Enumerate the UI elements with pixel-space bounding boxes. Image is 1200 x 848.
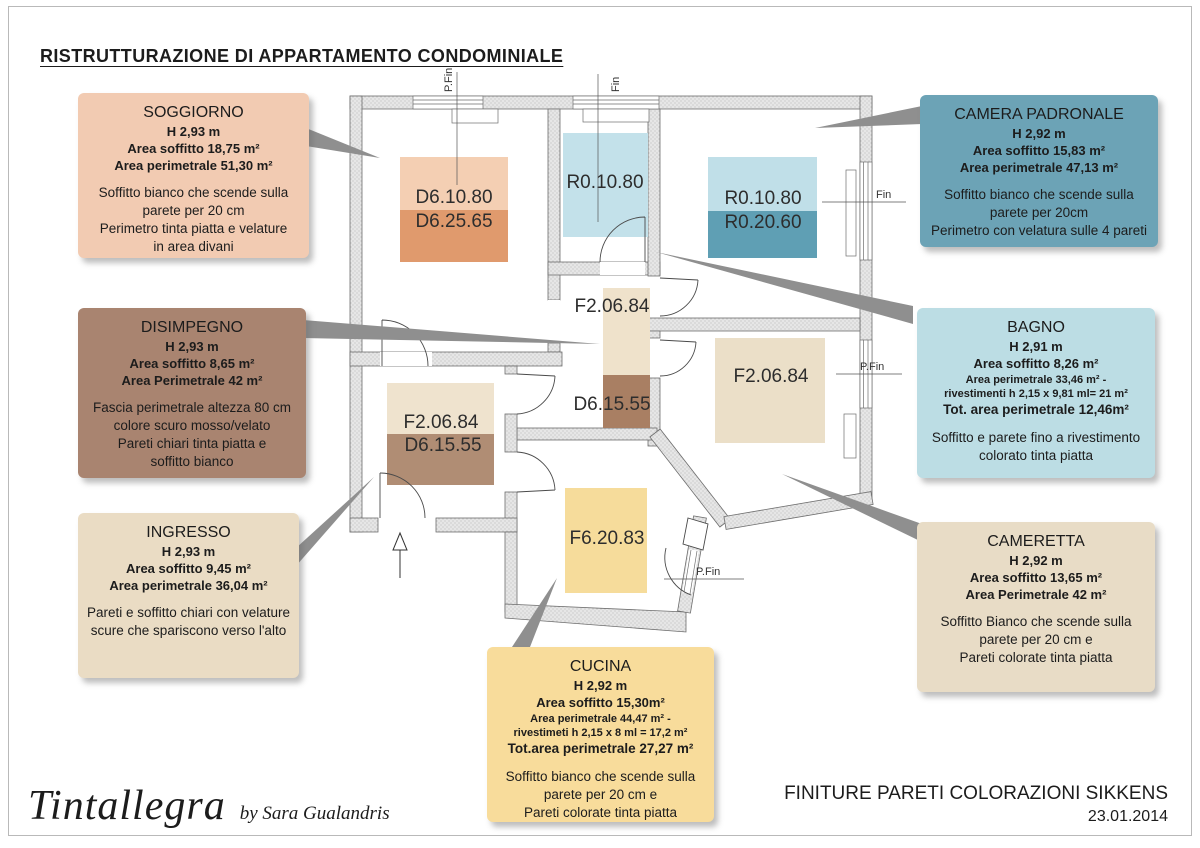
room-stat-line: Area soffitto 9,45 m² — [126, 560, 251, 576]
room-desc-line: Pareti chiari tinta piatta e — [117, 436, 267, 452]
room-box-cameretta — [917, 522, 1155, 692]
room-desc-line: Soffitto bianco che scende sulla — [505, 768, 696, 784]
spacer — [917, 604, 1155, 613]
room-desc-line: Pareti colorate tinta piatta — [959, 650, 1113, 666]
room-desc-line: Perimetro con velatura sulle 4 pareti — [930, 223, 1148, 239]
room-box-title: SOGGIORNO — [143, 104, 244, 121]
swatch-ingresso — [387, 383, 494, 485]
room-stat-line: Area soffitto 18,75 m² — [127, 140, 260, 156]
room-desc-line: parete per 20cm — [989, 204, 1089, 220]
room-box-title: INGRESSO — [146, 524, 231, 541]
room-stat-line: H 2,93 m — [165, 339, 219, 354]
logo-brand: Tintallegra — [28, 783, 226, 829]
room-box-soggiorno — [78, 93, 309, 258]
room-stat-line: H 2,91 m — [1009, 339, 1063, 354]
room-stat-line: Area perimetrale 36,04 m² — [109, 577, 268, 593]
room-desc-line: parete per 20 cm e — [543, 786, 658, 802]
swatch-disimpegno — [573, 288, 650, 428]
room-box-title: CAMERA PADRONALE — [954, 106, 1124, 123]
window-label-top-pfin: P.Fin — [443, 67, 455, 92]
spacer — [78, 175, 309, 184]
room-desc-line: Soffitto bianco che scende sulla — [944, 186, 1134, 202]
swatch-code-label: F2.06.84 — [733, 366, 809, 387]
footer-date: 23.01.2014 — [1087, 808, 1168, 825]
swatch-code-label: F2.06.84 — [574, 296, 650, 317]
swatch-code-label: F2.06.84 — [403, 412, 479, 433]
room-desc-line: scure che spariscono verso l'alto — [90, 622, 287, 638]
room-stat-line: H 2,93 m — [166, 124, 221, 139]
room-stat-line: Area soffitto 13,65 m² — [969, 569, 1103, 585]
room-desc-line: parete per 20 cm e — [979, 631, 1093, 647]
window-label-top-fin: Fin — [610, 76, 622, 92]
window-label-cameretta-pfin: P.Fin — [860, 361, 885, 373]
room-stat-line: H 2,92 m — [1009, 553, 1063, 568]
room-desc-line: in area divani — [153, 239, 234, 255]
swatch-camera_padronale — [708, 157, 817, 258]
room-stat-line: Area soffitto 15,30m² — [536, 694, 665, 710]
room-box-title: CAMERETTA — [987, 533, 1085, 550]
room-stat-line: H 2,92 m — [573, 678, 628, 693]
swatch-code-label: F6.20.83 — [569, 528, 645, 549]
room-box-title: CUCINA — [569, 658, 632, 675]
spacer — [78, 390, 306, 399]
footer-title: FINITURE PARETI COLORAZIONI SIKKENS — [784, 783, 1168, 804]
room-small-stat-line: rivestimenti h 2,15 x 9,81 ml= 21 m² — [944, 388, 1128, 401]
swatch-code-label: D6.25.65 — [415, 211, 493, 232]
page-title: RISTRUTTURAZIONE DI APPARTAMENTO CONDOMINIALE — [40, 46, 564, 67]
room-box-ingresso — [78, 513, 299, 678]
swatch-code-label: D6.15.55 — [573, 394, 651, 415]
connector-bagno — [656, 252, 913, 324]
swatch-cameretta — [715, 338, 825, 443]
swatch-code-label: R0.20.60 — [724, 212, 802, 233]
studio-logo — [28, 782, 390, 830]
room-desc-line: Pareti e soffitto chiari con velature — [86, 604, 291, 620]
room-small-stat-line: Area perimetrale 33,46 m² - — [965, 373, 1107, 386]
entrance-arrow — [393, 533, 407, 578]
room-desc-line: Perimetro tinta piatta e velature — [99, 221, 288, 237]
swatch-soggiorno — [400, 157, 508, 262]
logo-byline: by Sara Gualandris — [239, 803, 390, 824]
room-stat-line: H 2,93 m — [161, 544, 216, 559]
spacer — [917, 420, 1155, 429]
room-box-cucina — [487, 647, 714, 822]
spacer — [78, 595, 299, 604]
room-desc-line: Soffitto bianco che scende sulla — [98, 184, 289, 200]
room-desc-line: Pareti colorate tinta piatta — [523, 805, 678, 821]
swatch-code-label: D6.15.55 — [404, 435, 482, 456]
swatch-code-label: R0.10.80 — [566, 172, 644, 193]
room-desc-line: soffitto bianco — [150, 454, 234, 470]
swatch-code-label: R0.10.80 — [724, 188, 802, 209]
window-label-camera-fin: Fin — [876, 189, 892, 201]
room-desc-line: Soffitto e parete fino a rivestimento — [931, 429, 1141, 445]
room-total-line: Tot.area perimetrale 27,27 m² — [507, 741, 694, 757]
room-stat-line: Area perimetrale 51,30 m² — [114, 157, 273, 173]
spacer — [920, 177, 1158, 186]
room-stat-line: Area soffitto 15,83 m² — [972, 142, 1106, 158]
room-stat-line: Area Perimetrale 42 m² — [965, 586, 1107, 602]
room-box-camera_padronale — [920, 95, 1158, 247]
room-desc-line: Fascia perimetrale altezza 80 cm — [92, 399, 292, 415]
room-stat-line: H 2,92 m — [1012, 126, 1066, 141]
room-stat-line: Area Perimetrale 42 m² — [121, 372, 263, 388]
room-box-bagno — [917, 308, 1155, 478]
connector-soggiorno — [306, 128, 380, 158]
room-stat-line: Area soffitto 8,65 m² — [129, 355, 255, 371]
room-box-title: DISIMPEGNO — [140, 319, 244, 336]
window-label-cucina-pfin: P.Fin — [696, 566, 721, 578]
room-box-disimpegno — [78, 308, 306, 478]
room-desc-line: parete per 20 cm — [142, 202, 245, 218]
swatch-code-label: D6.10.80 — [415, 187, 493, 208]
swatch-bagno — [563, 133, 648, 237]
room-total-line: Tot. area perimetrale 12,46m² — [943, 402, 1129, 418]
room-desc-line: colore scuro mosso/velato — [113, 417, 271, 433]
room-desc-line: Soffitto Bianco che scende sulla — [940, 613, 1132, 629]
room-stat-line: Area perimetrale 47,13 m² — [959, 159, 1119, 175]
room-small-stat-line: Area perimetrale 44,47 m² - — [530, 712, 671, 725]
room-desc-line: colorato tinta piatta — [978, 447, 1094, 463]
room-small-stat-line: rivestimeti h 2,15 x 8 ml = 17,2 m² — [513, 727, 688, 740]
room-box-title: BAGNO — [1007, 319, 1065, 336]
room-stat-line: Area soffitto 8,26 m² — [973, 355, 1099, 371]
footer — [784, 783, 1168, 826]
swatch-cucina — [565, 488, 647, 593]
spacer — [487, 759, 714, 768]
